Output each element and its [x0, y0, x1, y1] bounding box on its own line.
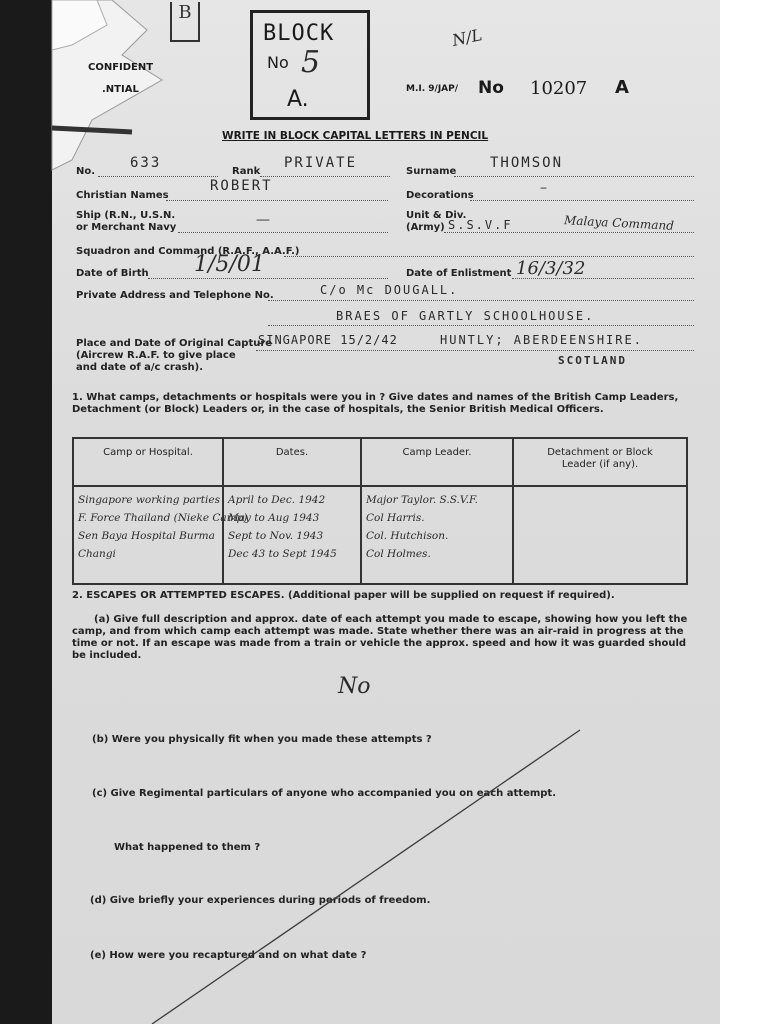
- confidential-line-1: CONFIDENT: [88, 62, 154, 73]
- list-item: Changi: [78, 548, 116, 560]
- list-item: May to Aug 1943: [228, 512, 320, 524]
- instruction-heading: WRITE IN BLOCK CAPITAL LETTERS IN PENCIL: [222, 130, 489, 142]
- diagonal-strike-line: [52, 0, 720, 1024]
- question-a: (a) Give full description and approx. date of each attempt you made to escape, showing how you left the camp, and from which camp each attempt was made. State whether there was an air-raid in progress at the time or not. If an escape was made from a train or vehicle the approx. speed and how it was guarded should be included.: [72, 614, 688, 661]
- rank-label: Rank: [232, 166, 261, 177]
- list-item: Singapore working parties: [78, 494, 220, 506]
- list-item: Major Taylor. S.S.V.F.: [366, 494, 478, 506]
- capture-label-3: and date of a/c crash).: [76, 362, 204, 373]
- header-leader: Camp Leader.: [361, 438, 513, 486]
- enlistment-label: Date of Enlistment: [406, 268, 512, 279]
- list-item: Sept to Nov. 1943: [228, 530, 324, 542]
- list-item: F. Force Thailand (Nieke Camp): [78, 512, 248, 524]
- unit-value-1: S.S.V.F: [448, 218, 513, 232]
- decorations-value: –: [540, 180, 547, 196]
- section2-title: 2. ESCAPES OR ATTEMPTED ESCAPES. (Additional paper will be supplied on request if required).: [72, 590, 615, 601]
- mi-label: M.I. 9/JAP/: [406, 84, 459, 94]
- question-c: (c) Give Regimental particulars of anyone who accompanied you on each attempt.: [92, 788, 557, 799]
- address-line-4: SCOTLAND: [558, 354, 627, 367]
- address-line-1: C/o Mc DOUGALL.: [320, 283, 459, 297]
- header-detachment: Detachment or Block Leader (if any).: [513, 438, 687, 486]
- list-item: Col Holmes.: [366, 548, 431, 560]
- list-item: Dec 43 to Sept 1945: [228, 548, 337, 560]
- list-item: Col Harris.: [366, 512, 425, 524]
- question-b: (b) Were you physically fit when you made these attempts ?: [92, 734, 432, 745]
- question-d: (d) Give briefly your experiences during periods of freedom.: [90, 895, 431, 906]
- enlistment-value: 16/3/32: [516, 258, 586, 279]
- capture-label-1: Place and Date of Original Capture: [76, 338, 273, 349]
- surname-label: Surname: [406, 166, 457, 177]
- rank-value: PRIVATE: [284, 155, 358, 171]
- service-number: 633: [130, 155, 162, 171]
- capture-label-2: (Aircrew R.A.F. to give place: [76, 350, 236, 361]
- dob-value: 1/5/01: [194, 252, 265, 277]
- surname-value: THOMSON: [490, 155, 564, 171]
- answer-a: No: [338, 674, 371, 699]
- left-black-edge: [0, 0, 52, 1024]
- confidential-line-2: .NTIAL: [102, 84, 139, 95]
- handwritten-annotation: N/L: [450, 25, 484, 50]
- header-camp: Camp or Hospital.: [73, 438, 223, 486]
- dob-label: Date of Birth: [76, 268, 149, 279]
- capture-value: SINGAPORE 15/2/42: [258, 333, 398, 347]
- unit-label-2: (Army): [406, 222, 445, 233]
- address-line-2: BRAES OF GARTLY SCHOOLHOUSE.: [336, 309, 595, 323]
- ship-value: —: [256, 212, 270, 228]
- header-dates: Dates.: [223, 438, 361, 486]
- christian-names-value: ROBERT: [210, 178, 273, 194]
- section1-question: 1. What camps, detachments or hospitals were you in ? Give dates and names of the British Camp Leaders, Detachment (or Block) Leaders or, in the case of hospitals, the Senior British Medical Officers.: [72, 392, 679, 415]
- block-letter: A.: [287, 87, 309, 112]
- unit-label-1: Unit & Div.: [406, 210, 467, 221]
- question-e: (e) How were you recaptured and on what date ?: [90, 950, 367, 961]
- list-item: Col. Hutchison.: [366, 530, 449, 542]
- block-word: BLOCK: [263, 21, 335, 46]
- form-no-label: No: [478, 78, 504, 98]
- no-label: No.: [76, 166, 96, 177]
- block-no-label: No: [267, 53, 289, 72]
- document-page: [52, 0, 720, 1024]
- question-c-followup: What happened to them ?: [114, 842, 261, 853]
- block-no-value: 5: [301, 45, 321, 80]
- ship-label-2: or Merchant Navy: [76, 222, 177, 233]
- christian-names-label: Christian Names: [76, 190, 169, 201]
- address-line-3: HUNTLY; ABERDEENSHIRE.: [440, 333, 643, 347]
- stamp-b: B: [178, 2, 192, 23]
- decorations-label: Decorations: [406, 190, 474, 201]
- form-suffix: A: [615, 77, 629, 98]
- address-label: Private Address and Telephone No.: [76, 290, 274, 301]
- list-item: Sen Baya Hospital Burma: [78, 530, 215, 542]
- squadron-label: Squadron and Command (R.A.F., A.A.F.): [76, 246, 300, 257]
- ship-label-1: Ship (R.N., U.S.N.: [76, 210, 176, 221]
- list-item: April to Dec. 1942: [228, 494, 326, 506]
- form-number: 10207: [530, 78, 588, 99]
- unit-value-2: Malaya Command: [563, 213, 675, 233]
